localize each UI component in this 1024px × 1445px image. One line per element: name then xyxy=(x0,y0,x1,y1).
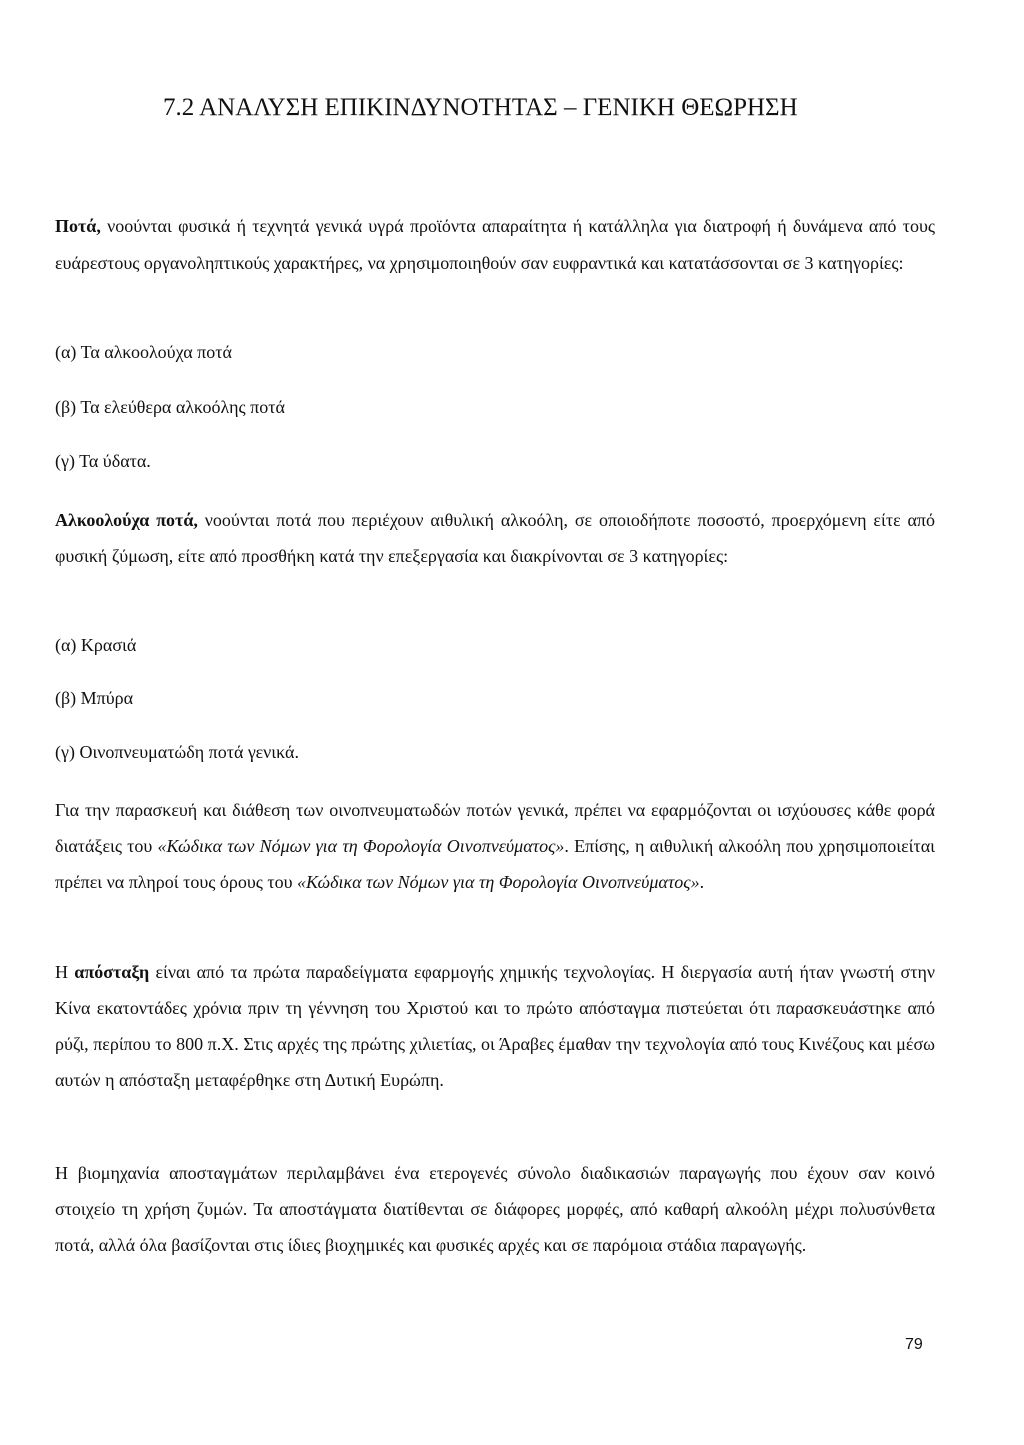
list-item: (γ) Τα ύδατα. xyxy=(55,451,151,471)
list-item: (β) Μπύρα xyxy=(55,688,134,708)
paragraph-text: είναι από τα πρώτα παραδείγματα εφαρμογής χημικής τεχνολογίας. Η διεργασία αυτή ήταν γνωστή στην Κίνα εκατοντάδες χρόνια πριν τη γέννηση του Χριστού και το πρώτο απόσταγμα πιστεύεται ότι παρασκευάστηκε από ρύζι, περίπου το 800 π.Χ. Στις αρχές της πρώτης χιλιετίας, οι Άραβες έμαθαν την τεχνολογία από τους Κινέζους και μέσω αυτών η απόσταξη μεταφέρθηκε στη Δυτική Ευρώπη. xyxy=(55,962,936,1090)
law-code-reference: «Κώδικα των Νόμων για τη Φορολογία Οινοπνεύματος» xyxy=(297,872,700,892)
law-code-reference: «Κώδικα των Νόμων για τη Φορολογία Οινοπνεύματος» xyxy=(157,836,565,856)
list-item: (α) Κρασιά xyxy=(55,635,137,655)
paragraph-regulations xyxy=(55,792,935,900)
page-number: 79 xyxy=(905,1336,923,1353)
paragraph-drinks-definition xyxy=(55,208,935,281)
paragraph-text: νοούνται φυσικά ή τεχνητά γενικά υγρά προϊόντα απαραίτητα ή κατάλληλα για διατροφή ή δυνάμενα από τους ευάρεστους οργανοληπτικούς χαρακτήρες, να χρησιμοποιηθούν σαν ευφραντικά και κατατάσσονται σε 3 κατηγορίες: xyxy=(55,216,935,273)
paragraph-distillation-history xyxy=(55,954,935,1098)
list-item: (β) Τα ελεύθερα αλκοόλης ποτά xyxy=(55,397,285,417)
section-title: 7.2 ΑΝΑΛΥΣΗ ΕΠΙΚΙΝΔΥΝΟΤΗΤΑΣ – ΓΕΝΙΚΗ ΘΕΩΡΗΣΗ xyxy=(163,94,798,121)
paragraph-text: . xyxy=(699,872,705,892)
term-drinks: Ποτά, xyxy=(55,216,101,236)
paragraph-alcoholic-drinks xyxy=(55,502,935,574)
paragraph-text: Η xyxy=(55,962,75,982)
list-item: (γ) Οινοπνευματώδη ποτά γενικά. xyxy=(55,742,299,762)
list-item: (α) Τα αλκοολούχα ποτά xyxy=(55,342,232,362)
paragraph-text: Για την παρασκευή και διάθεση των οινοπνευματωδών ποτών γενικά, πρέπει να εφαρμόζονται οι ισχύουσες κάθε φορά διατάξεις του xyxy=(55,800,935,856)
paragraph-distillate-industry: Η βιομηχανία αποσταγμάτων περιλαμβάνει ένα ετερογενές σύνολο διαδικασιών παραγωγής που έχουν σαν κοινό στοιχείο τη χρήση ζυμών. Τα αποστάγματα διατίθενται σε διάφορες μορφές, από καθαρή αλκοόλη μέχρι πολυσύνθετα ποτά, αλλά όλα βασίζονται στις ίδιες βιοχημικές και φυσικές αρχές και σε παρόμοια στάδια παραγωγής. xyxy=(55,1163,935,1255)
paragraph-text: νοούνται ποτά που περιέχουν αιθυλική αλκοόλη, σε οποιοδήποτε ποσοστό, προερχόμενη είτε από φυσική ζύμωση, είτε από προσθήκη κατά την επεξεργασία και διακρίνονται σε 3 κατηγορίες: xyxy=(55,510,935,566)
term-alcoholic-drinks: Αλκοολούχα ποτά, xyxy=(55,510,198,530)
term-distillation: απόσταξη xyxy=(74,962,150,982)
paragraph-text: . Επίσης, η αιθυλική αλκοόλη που χρησιμοποιείται πρέπει να πληροί τους όρους του xyxy=(55,836,935,892)
